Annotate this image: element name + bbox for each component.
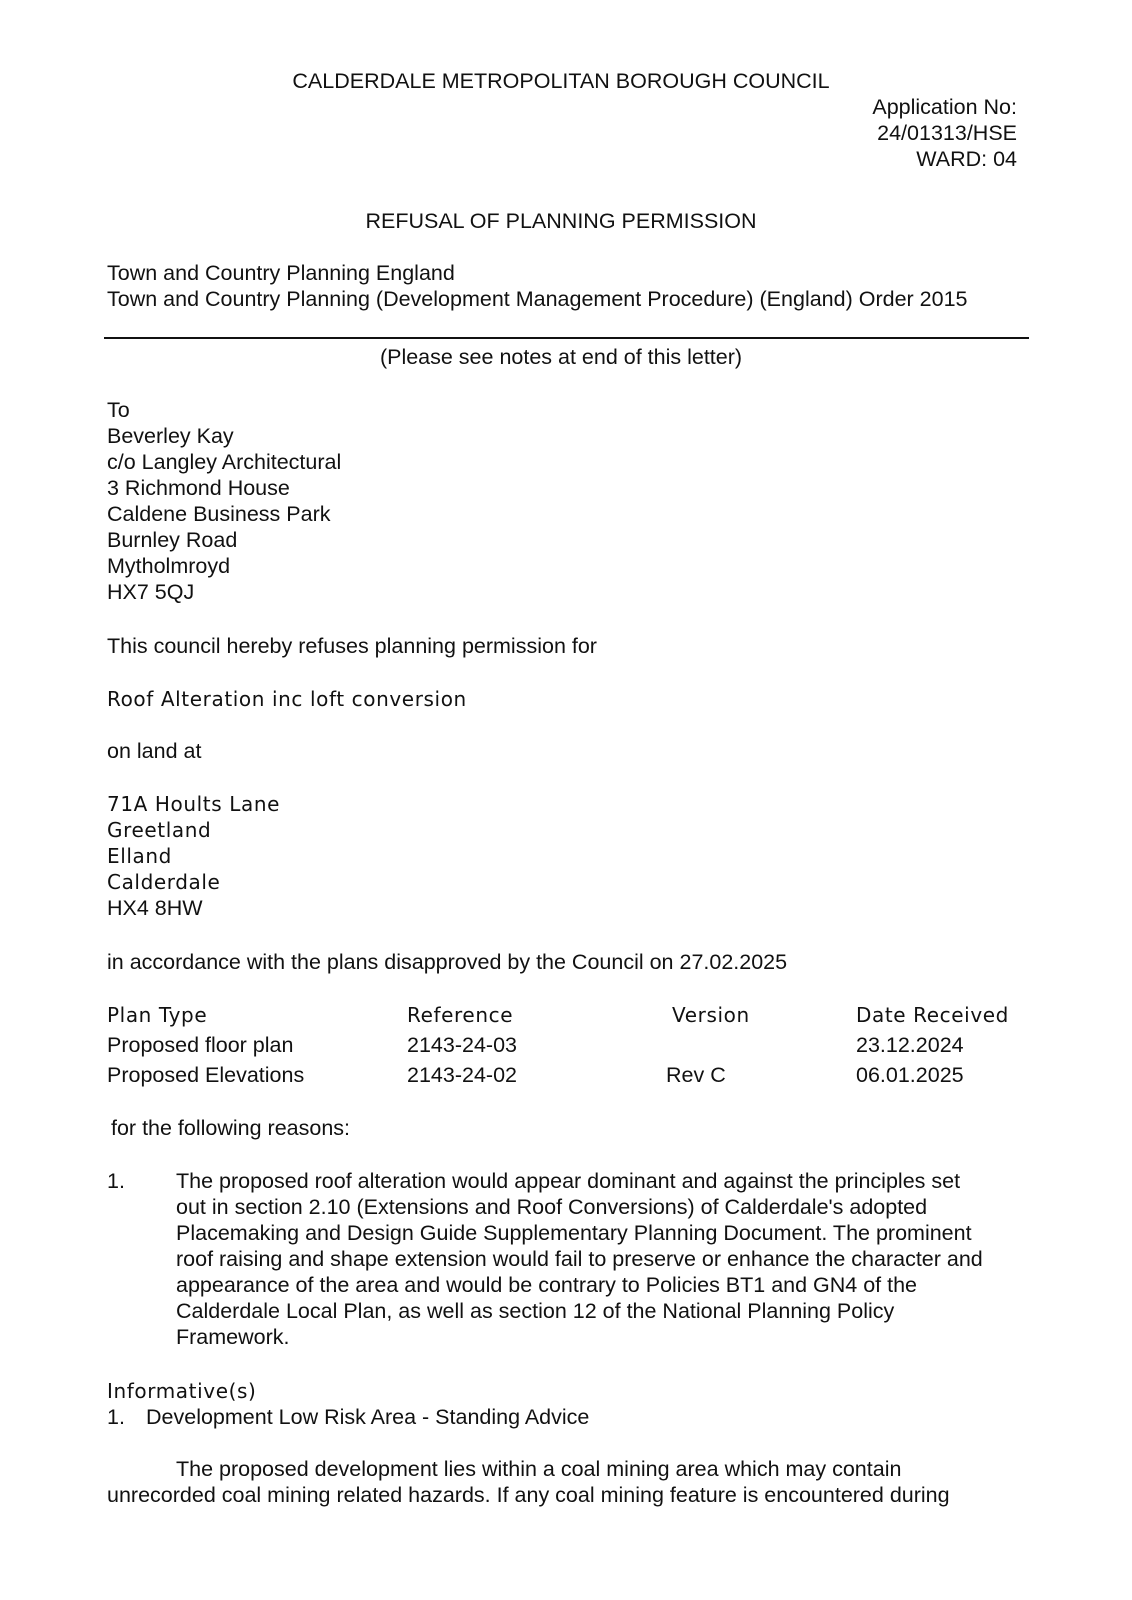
site-postcode: HX4 8HW <box>107 896 203 920</box>
council-name: CALDERDALE METROPOLITAN BOROUGH COUNCIL <box>292 69 830 93</box>
site-address <box>107 791 280 921</box>
informative-item <box>107 1404 589 1430</box>
reason-line: Framework. <box>176 1325 290 1349</box>
informatives-heading: Informative(s) <box>107 1379 257 1403</box>
informative-line: The proposed development lies within a coal mining area which may contain <box>176 1457 902 1481</box>
table-header-date-received: Date Received <box>856 1003 1009 1027</box>
informative-paragraph <box>107 1456 967 1508</box>
informative-title: Development Low Risk Area - Standing Advice <box>146 1405 590 1429</box>
site-address-line: Elland <box>107 844 172 868</box>
act-line: Town and Country Planning England <box>107 261 455 285</box>
table-cell-date-received: 23.12.2024 <box>856 1033 964 1057</box>
recipient-name: Beverley Kay <box>107 424 234 448</box>
address-line: Caldene Business Park <box>107 502 331 526</box>
table-header-reference: Reference <box>407 1003 514 1027</box>
table-cell-plan-type: Proposed floor plan <box>107 1033 294 1057</box>
table-cell-date-received: 06.01.2025 <box>856 1063 964 1087</box>
accordance-statement: in accordance with the plans disapproved by the Council on 27.02.2025 <box>107 950 788 974</box>
document-title: REFUSAL OF PLANNING PERMISSION <box>365 209 757 233</box>
table-cell-reference: 2143-24-03 <box>407 1033 517 1057</box>
reasons-intro: for the following reasons: <box>111 1116 351 1140</box>
informative-line: unrecorded coal mining related hazards. If any coal mining feature is encountered during <box>107 1483 950 1507</box>
address-line: 3 Richmond House <box>107 476 290 500</box>
address-line: c/o Langley Architectural <box>107 450 342 474</box>
reason-line: Calderdale Local Plan, as well as section 12 of the National Planning Policy <box>176 1299 895 1323</box>
application-number: 24/01313/HSE <box>877 121 1017 145</box>
address-line: Mytholmroyd <box>107 554 231 578</box>
table-header-plan-type: Plan Type <box>107 1003 208 1027</box>
legislation-references <box>107 260 967 312</box>
address-line: Burnley Road <box>107 528 238 552</box>
informative-number: 1. <box>107 1405 125 1429</box>
application-label: Application No: <box>872 95 1017 119</box>
reason-line: Placemaking and Design Guide Supplementary Planning Document. The prominent <box>176 1221 972 1245</box>
refusal-statement: This council hereby refuses planning permission for <box>107 634 597 658</box>
reason-line: roof raising and shape extension would fail to preserve or enhance the character and <box>176 1247 983 1271</box>
table-cell-reference: 2143-24-02 <box>407 1063 517 1087</box>
ward-number: WARD: 04 <box>916 147 1017 171</box>
reason-line: appearance of the area and would be contrary to Policies BT1 and GN4 of the <box>176 1273 918 1297</box>
reason-text <box>176 1168 1036 1350</box>
divider-line <box>104 337 1029 339</box>
site-address-line: Greetland <box>107 818 212 842</box>
reason-line: out in section 2.10 (Extensions and Roof Conversions) of Calderdale's adopted <box>176 1195 928 1219</box>
application-details <box>872 94 1017 172</box>
act-line: Town and Country Planning (Development Management Procedure) (England) Order 2015 <box>107 287 968 311</box>
table-cell-plan-type: Proposed Elevations <box>107 1063 305 1087</box>
on-land-label: on land at <box>107 739 202 763</box>
site-address-line: Calderdale <box>107 870 221 894</box>
site-address-line: 71A Hoults Lane <box>107 792 280 816</box>
recipient-to: To <box>107 398 130 422</box>
recipient-address <box>107 397 341 605</box>
address-postcode: HX7 5QJ <box>107 580 195 604</box>
table-header-version: Version <box>672 1003 750 1027</box>
notes-reference: (Please see notes at end of this letter) <box>379 345 743 369</box>
table-cell-version: Rev C <box>666 1063 726 1087</box>
reason-line: The proposed roof alteration would appear dominant and against the principles set <box>176 1169 961 1193</box>
reason-number: 1. <box>107 1169 125 1193</box>
proposal-description: Roof Alteration inc loft conversion <box>107 687 467 711</box>
